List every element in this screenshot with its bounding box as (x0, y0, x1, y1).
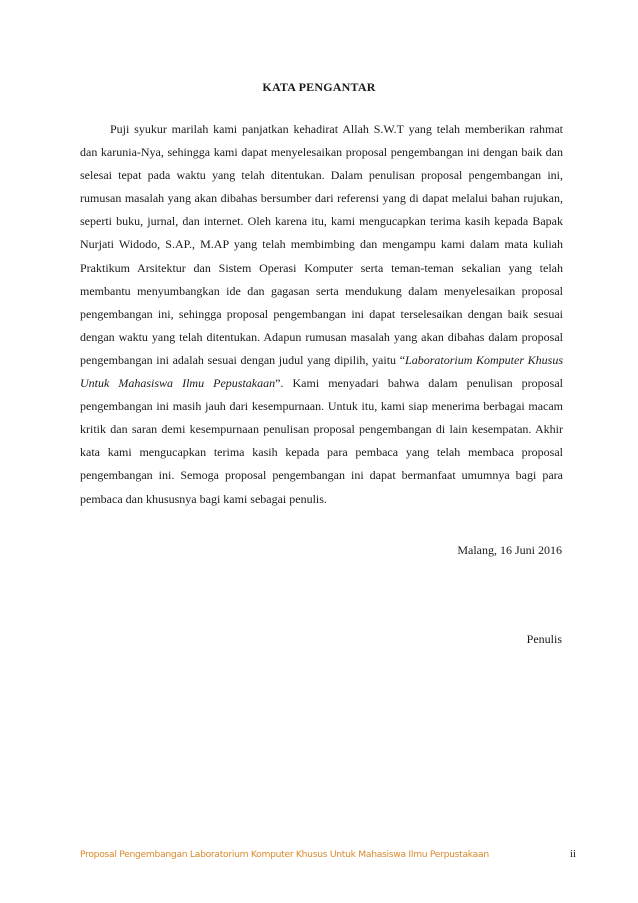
preface-text-part2: ”. Kami menyadari bahwa dalam penulisan proposal pengembangan ini masih jauh dari kesempurnaan. Untuk itu, kami siap menerima berbagai macam kritik dan saran demi kesempurnaan penulisan proposal pengembangan di lain kesempatan. Akhir kata kami mengucapkan terima kasih kepada para pembaca yang telah membaca proposal pengembangan ini. Semoga proposal pengembangan ini dapat bermanfaat umumnya bagi para pembaca dan khususnya bagi kami sebagai penulis. (80, 376, 563, 506)
preface-proposal-title: Laboratorium Komputer Khusus Untuk Mahasiswa Ilmu Pepustakaan (80, 352, 563, 391)
preface-text-part1: Puji syukur marilah kami panjatkan kehadirat Allah S.W.T yang telah memberikan rahmat dan karunia-Nya, sehingga kami dapat menyelesaikan proposal pengembangan ini dengan baik dan selesai tepat pada waktu yang telah ditentukan. Dalam penulisan proposal pengembangan ini, rumusan masalah yang akan dibahas bersumber dari referensi yang di dapat melalui bahan rujukan, seperti buku, jurnal, dan internet. Oleh karena itu, kami mengucapkan terima kasih kepada Bapak Nurjati Widodo, S.AP., M.AP yang telah membimbing dan mengampu kami dalam mata kuliah Praktikum Arsitektur dan Sistem Operasi Komputer serta teman-teman sekalian yang telah membantu menyumbangkan ide dan gagasan serta mendukung dalam menyelesaikan proposal pengembangan ini, sehingga proposal pengembangan ini dapat terselesaikan dengan baik sesuai dengan waktu yang telah ditentukan. Adapun rumusan masalah yang akan dibahas dalam proposal pengembangan ini adalah sesuai dengan judul yang dipilih, yaitu “ (80, 122, 563, 367)
page-title: KATA PENGANTAR (262, 80, 376, 94)
footer-page-number: ii (569, 848, 576, 860)
footer-running-title: Proposal Pengembangan Laboratorium Komputer Khusus Untuk Mahasiswa Ilmu Perpustakaan (80, 849, 489, 860)
place-date: Malang, 16 Juni 2016 (457, 543, 562, 557)
author-signature: Penulis (526, 632, 562, 646)
preface-paragraph (80, 118, 563, 511)
